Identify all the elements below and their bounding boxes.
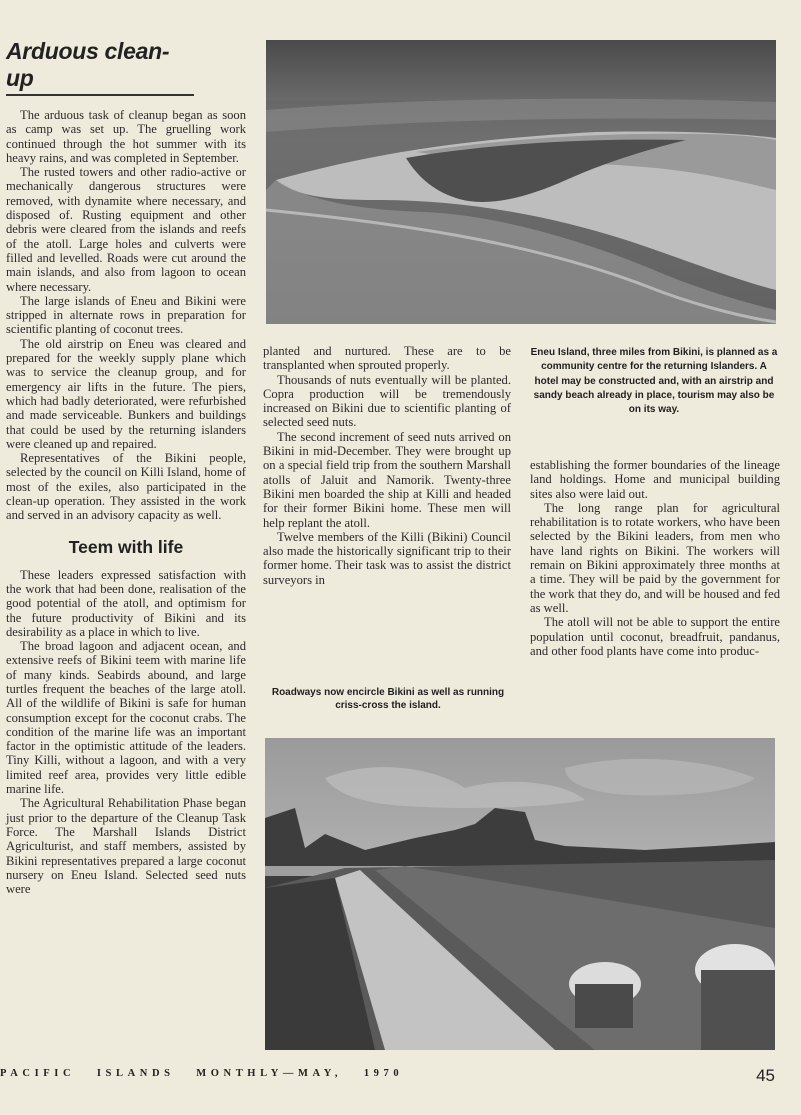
paragraph: The large islands of Eneu and Bikini were stripped in alternate rows in preparation for scientific planting of coconut trees. [6,293,246,337]
publication-footer: PACIFIC ISLANDS MONTHLY—MAY, 1970 [0,1068,404,1079]
paragraph: The second increment of seed nuts arrived on Bikini in mid-December. They were brought up on a special field trip from the southern Marshall atolls of Jaluit and Namorik. Twenty-three Bikini men boarded the ship at Killi and headed for their former Bikini home. These men will help replant the atoll. [263,429,511,530]
roadway-photo [265,738,775,1050]
paragraph: The broad lagoon and adjacent ocean, and extensive reefs of Bikini teem with marine life of many kinds. Seabirds abound, and large turtles frequent the beaches of the large atoll. All of the wildlife of Bikini is safe for human consumption except for the coconut crabs. The condition of the marine life was an important factor in the optimistic attitude of the leaders. Tiny Killi, without a lagoon, and with a very limited reef area, provides very little edible marine life. [6,639,246,797]
paragraph: The Agricultural Rehabilitation Phase began just prior to the departure of the Cleanup Task Force. The Marshall Islands District Agriculturist, and staff members, assisted by Bikini representatives prepared a large coconut nursery on Eneu Island. Selected seed nuts were [6,796,246,897]
eneu-photo-caption: Eneu Island, three miles from Bikini, is planned as a community centre for the returning Islanders. A hotel may be constructed and, with an airstrip and sandy beach already in place, tourism may also be on its way. [530,347,778,416]
subheading: Teem with life [68,536,184,557]
paragraph: The atoll will not be able to support the entire population until coconut, breadfruit, pandanus, and other food plants have come into produc- [530,615,780,658]
page-footer [0,1066,801,1096]
section-heading: Arduous clean-up [6,38,194,96]
aerial-island-image [266,40,776,324]
left-column [6,38,246,896]
roadway-image [265,738,775,1050]
roadway-photo-caption: Roadways now encircle Bikini as well as running criss-cross the island. [271,687,505,711]
paragraph: planted and nurtured. These are to be transplanted when sprouted properly. [263,344,511,373]
paragraph: The rusted towers and other radio-active or mechanically dangerous structures were removed, with dynamite where necessary, and disposed of. Rusting equipment and other debris were cleared from the islands and reefs of the atoll. Large holes and culverts were filled and levelled. Roads were cut around the main islands, and also from lagoon to ocean where necessary. [6,165,246,294]
middle-column [263,344,511,587]
paragraph: Thousands of nuts eventually will be planted. Copra production will be tremendously increased on Bikini due to scientific planting of selected seed nuts. [263,372,511,430]
paragraph: The arduous task of cleanup began as soon as camp was set up. The gruelling work continued through the hot summer with its heavy rains, and was completed in September. [6,108,246,165]
aerial-island-photo [266,40,776,324]
paragraph: The old airstrip on Eneu was cleared and prepared for the weekly supply plane which was to service the cleanup group, and for emergency air lifts in the future. The piers, which had badly deteriorated, were refurbished and made serviceable. Bunkers and buildings that could be used by the returning islanders were cleaned up and repaired. [6,336,246,451]
right-column [530,458,780,658]
paragraph: The long range plan for agricultural rehabilitation is to rotate workers, who have been selected by the Bikini leaders, from men who have land rights on Bikini. The workers will remain on Bikini approximately three months at a time. They will be paid by the government for the work that they do, and will be housed and fed as well. [530,500,780,615]
paragraph: Representatives of the Bikini people, selected by the council on Killi Island, home of most of the exiles, also participated in the clean-up operation. They assisted in the work and served in an advisory capacity as well. [6,451,246,523]
paragraph: establishing the former boundaries of the lineage land holdings. Home and municipal building sites also were laid out. [530,458,780,501]
page-number: 45 [756,1066,775,1085]
paragraph: Twelve members of the Killi (Bikini) Council also made the historically significant trip to their former home. Their task was to assist the district surveyors in [263,529,511,587]
paragraph: These leaders expressed satisfaction with the work that had been done, realisation of the good potential of the atoll, and optimism for the future productivity of Bikini and its desirability as a place in which to live. [6,567,246,639]
